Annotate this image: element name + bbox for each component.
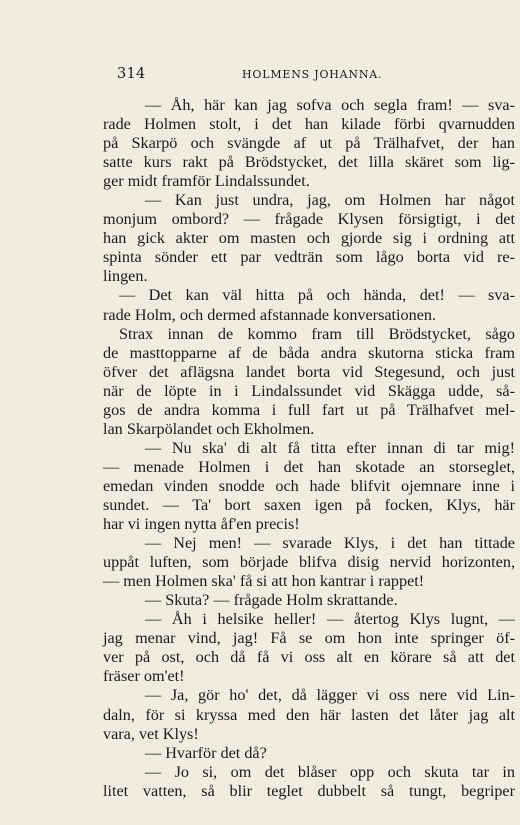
text-line: rade Holmen stolt, i det han kilade förbi qvarnudden	[103, 115, 515, 134]
text-line: — Jo si, om det blåser opp och skuta tar in	[145, 762, 515, 781]
text-line: sundet. — Ta' bort saxen igen på focken, Klys, här	[103, 495, 515, 514]
text-line: öfver det aflägsna landet borta vid Stegesund, och just	[103, 362, 515, 381]
text-line: jag menar vind, jag! Få se om hon inte springer öf-	[103, 629, 515, 648]
text-line: — men Holmen ska' få si att hon kantrar i rappet!	[103, 572, 425, 591]
text-line: litet vatten, så blir teglet dubbelt så tungt, begriper	[103, 781, 515, 800]
text-line: spinta sönder ett par vedträn som lågo borta vid re-	[103, 248, 515, 267]
text-line: när de löpte in i Lindalssundet vid Skägga udde, så-	[103, 381, 515, 400]
page-number: 314	[117, 66, 146, 82]
text-line: — Nu ska' di alt få titta efter innan di tar mig!	[145, 438, 515, 457]
text-line: ger midt framför Lindalssundet.	[103, 172, 310, 191]
text-line: emedan vinden snodde och hade blifvit ojemnare inne i	[103, 476, 515, 495]
text-line: rade Holm, och dermed afstannade konversationen.	[103, 305, 437, 324]
text-line: — Ja, gör ho' det, då lägger vi oss nere vid Lin-	[145, 686, 515, 705]
text-line: ver på ost, och då få vi oss alt en körare så att det	[103, 648, 515, 667]
text-line: fräser om'et!	[103, 667, 185, 686]
text-line: de masttopparne af de båda andra skutorna sticka fram	[103, 343, 515, 362]
text-line: han gick akter om masten och gjorde sig i ordning att	[103, 229, 515, 248]
text-line: gos de andra komma i full fart ut på Trälhafvet mel-	[103, 400, 515, 419]
body-text	[103, 96, 515, 801]
text-line: — Åh i helsike heller! — återtog Klys lugnt, —	[145, 610, 515, 629]
text-line: — Nej men! — svarade Klys, i det han tittade	[145, 534, 515, 553]
text-line: — Åh, här kan jag sofva och segla fram! — sva-	[145, 96, 515, 114]
text-line: satte kurs rakt på Brödstycket, det lilla skäret som lig-	[103, 153, 515, 172]
text-line: — Kan just undra, jag, om Holmen har något	[145, 191, 515, 210]
text-line: — menade Holmen i det han skotade an storseglet,	[103, 457, 515, 476]
text-line: lan Skarpölandet och Ekholmen.	[103, 419, 315, 438]
text-line: monjum ombord? — frågade Klysen försigtigt, i det	[103, 210, 515, 229]
text-line: har vi ingen nytta åf'en precis!	[103, 515, 300, 534]
text-line: lingen.	[103, 267, 148, 286]
text-line: — Skuta? — frågade Holm skrattande.	[145, 591, 398, 610]
page-header	[117, 66, 517, 86]
running-title: HOLMENS JOHANNA.	[242, 68, 383, 81]
text-line: på Skarpö och svängde af ut på Trälhafvet, der han	[103, 134, 515, 153]
text-line: uppåt luften, som började blifva disig nervid horizonten,	[103, 553, 515, 572]
text-line: daln, för si kryssa med den här lasten det låter jag alt	[103, 705, 515, 724]
text-line: — Det kan väl hitta på och hända, det! — sva-	[119, 286, 515, 305]
text-line: vara, vet Klys!	[103, 724, 199, 743]
text-line: — Hvarför det då?	[145, 743, 267, 762]
text-line: Strax innan de kommo fram till Brödstycket, sågo	[119, 324, 515, 343]
